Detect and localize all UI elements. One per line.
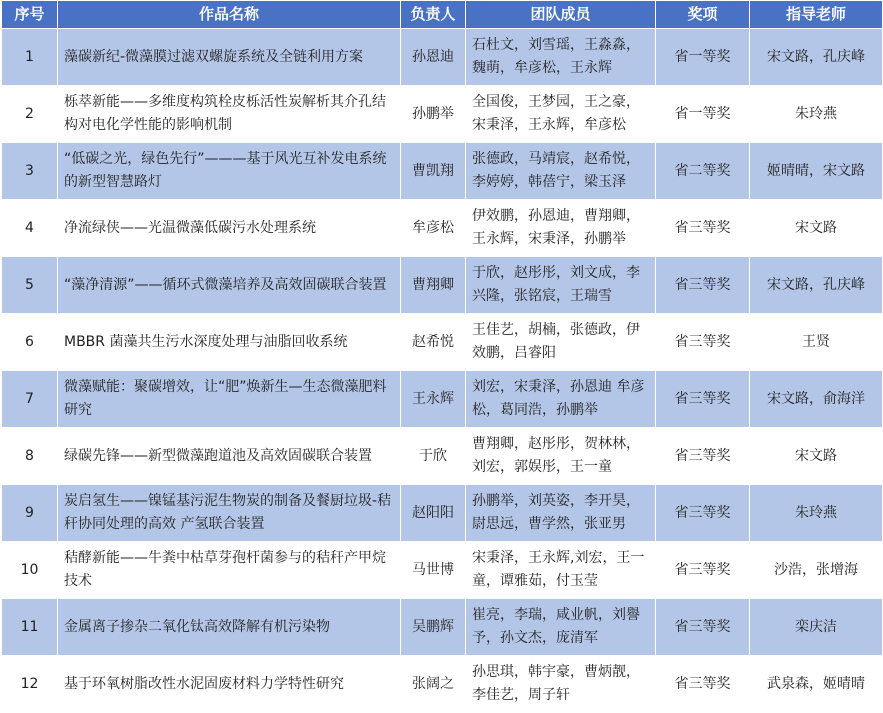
cell-members: 张德政，马靖宸，赵希悦，李婷婷，韩蓓宁，梁玉泽 xyxy=(466,143,656,200)
cell-members: 孙思琪，韩宇豪，曹炳靓，李佳艺，周子轩 xyxy=(466,656,656,713)
table-row xyxy=(2,200,883,257)
cell-members: 宋秉泽，王永辉,刘宏，王一童，谭雅茹，付玉莹 xyxy=(466,542,656,599)
cell-members: 伊效鹏，孙恩迪，曹翔卿，王永辉，宋秉泽，孙鹏举 xyxy=(466,200,656,257)
cell-leader: 王永辉 xyxy=(401,371,466,428)
cell-members: 刘宏，宋秉泽，孙恩迪 牟彦松，葛同浩，孙鹏举 xyxy=(466,371,656,428)
cell-award: 省三等奖 xyxy=(656,599,750,656)
cell-leader: 吴鹏辉 xyxy=(401,599,466,656)
cell-title: 藻碳新纪-微藻膜过滤双螺旋系统及全链利用方案 xyxy=(58,29,401,86)
cell-index: 2 xyxy=(2,86,58,143)
cell-title: “藻净清源”——循环式微藻培养及高效固碳联合装置 xyxy=(58,257,401,314)
cell-award: 省三等奖 xyxy=(656,485,750,542)
cell-index: 8 xyxy=(2,428,58,485)
table-header xyxy=(2,1,883,29)
cell-title: 净流绿侠——光温微藻低碳污水处理系统 xyxy=(58,200,401,257)
cell-title: 微藻赋能：聚碳增效，让“肥”焕新生—生态微藻肥料研究 xyxy=(58,371,401,428)
cell-award: 省三等奖 xyxy=(656,542,750,599)
header-members: 团队成员 xyxy=(466,1,656,29)
cell-index: 3 xyxy=(2,143,58,200)
table-row xyxy=(2,542,883,599)
cell-members: 全国俊，王梦园，王之豪，宋秉泽，王永辉，牟彦松 xyxy=(466,86,656,143)
cell-members: 崔亮，李瑞，咸业帆，刘譽予，孙文杰，庞清军 xyxy=(466,599,656,656)
cell-title: 秸酵新能——牛粪中枯草芽孢杆菌参与的秸秆产甲烷技术 xyxy=(58,542,401,599)
table-row xyxy=(2,257,883,314)
table-row xyxy=(2,314,883,371)
cell-index: 10 xyxy=(2,542,58,599)
cell-advisors: 宋文路，孔庆峰 xyxy=(750,29,883,86)
cell-award: 省一等奖 xyxy=(656,29,750,86)
cell-award: 省二等奖 xyxy=(656,143,750,200)
cell-leader: 孙鹏举 xyxy=(401,86,466,143)
cell-award: 省三等奖 xyxy=(656,257,750,314)
cell-leader: 于欣 xyxy=(401,428,466,485)
cell-award: 省一等奖 xyxy=(656,86,750,143)
cell-award: 省三等奖 xyxy=(656,371,750,428)
cell-title: MBBR 菌藻共生污水深度处理与油脂回收系统 xyxy=(58,314,401,371)
table-row xyxy=(2,86,883,143)
cell-members: 王佳艺，胡楠，张德政，伊效鹏，吕睿阳 xyxy=(466,314,656,371)
cell-title: 栎萃新能——多维度构筑栓皮栎活性炭解析其介孔结构对电化学性能的影响机制 xyxy=(58,86,401,143)
cell-award: 省三等奖 xyxy=(656,200,750,257)
cell-index: 12 xyxy=(2,656,58,713)
cell-members: 曹翔卿，赵彤彤，贺林林，刘宏，郭娱彤，王一童 xyxy=(466,428,656,485)
cell-advisors: 宋文路 xyxy=(750,428,883,485)
cell-advisors: 王贤 xyxy=(750,314,883,371)
cell-members: 石杜文，刘雪瑶，王淼淼，魏萌，牟彦松，王永辉 xyxy=(466,29,656,86)
cell-index: 11 xyxy=(2,599,58,656)
awards-table xyxy=(1,0,883,713)
cell-advisors: 武泉森，姬晴晴 xyxy=(750,656,883,713)
table-row xyxy=(2,428,883,485)
cell-advisors: 朱玲燕 xyxy=(750,86,883,143)
header-title: 作品名称 xyxy=(58,1,401,29)
cell-leader: 赵阳阳 xyxy=(401,485,466,542)
cell-leader: 曹凯翔 xyxy=(401,143,466,200)
cell-advisors: 宋文路，俞海洋 xyxy=(750,371,883,428)
cell-award: 省三等奖 xyxy=(656,314,750,371)
cell-index: 6 xyxy=(2,314,58,371)
table-body xyxy=(2,29,883,713)
cell-index: 5 xyxy=(2,257,58,314)
header-advisors: 指导老师 xyxy=(750,1,883,29)
header-index: 序号 xyxy=(2,1,58,29)
cell-advisors: 栾庆洁 xyxy=(750,599,883,656)
table-row xyxy=(2,143,883,200)
table-row xyxy=(2,371,883,428)
cell-title: 炭启氢生——镍锰基污泥生物炭的制备及餐厨垃圾-秸秆协同处理的高效 产氢联合装置 xyxy=(58,485,401,542)
cell-index: 4 xyxy=(2,200,58,257)
cell-members: 于欣，赵彤彤，刘文成，李兴隆，张铭宸，王瑞雪 xyxy=(466,257,656,314)
cell-award: 省三等奖 xyxy=(656,428,750,485)
cell-advisors: 沙浩，张增海 xyxy=(750,542,883,599)
cell-index: 7 xyxy=(2,371,58,428)
cell-leader: 赵希悦 xyxy=(401,314,466,371)
cell-advisors: 宋文路 xyxy=(750,200,883,257)
table-row xyxy=(2,656,883,713)
cell-leader: 牟彦松 xyxy=(401,200,466,257)
cell-title: 金属离子掺杂二氧化钛高效降解有机污染物 xyxy=(58,599,401,656)
cell-advisors: 姬晴晴，宋文路 xyxy=(750,143,883,200)
cell-leader: 马世博 xyxy=(401,542,466,599)
table-row xyxy=(2,485,883,542)
cell-leader: 孙恩迪 xyxy=(401,29,466,86)
cell-title: 基于环氧树脂改性水泥固废材料力学特性研究 xyxy=(58,656,401,713)
cell-leader: 张阔之 xyxy=(401,656,466,713)
table-row xyxy=(2,599,883,656)
header-award: 奖项 xyxy=(656,1,750,29)
header-row xyxy=(2,1,883,29)
cell-leader: 曹翔卿 xyxy=(401,257,466,314)
cell-advisors: 朱玲燕 xyxy=(750,485,883,542)
cell-index: 1 xyxy=(2,29,58,86)
table-row xyxy=(2,29,883,86)
cell-members: 孙鹏举，刘英姿，李开昊，尉思远，曹学然，张亚男 xyxy=(466,485,656,542)
cell-index: 9 xyxy=(2,485,58,542)
header-leader: 负责人 xyxy=(401,1,466,29)
cell-award: 省三等奖 xyxy=(656,656,750,713)
cell-advisors: 宋文路，孔庆峰 xyxy=(750,257,883,314)
cell-title: “低碳之光，绿色先行”———基于风光互补发电系统的新型智慧路灯 xyxy=(58,143,401,200)
cell-title: 绿碳先锋——新型微藻跑道池及高效固碳联合装置 xyxy=(58,428,401,485)
